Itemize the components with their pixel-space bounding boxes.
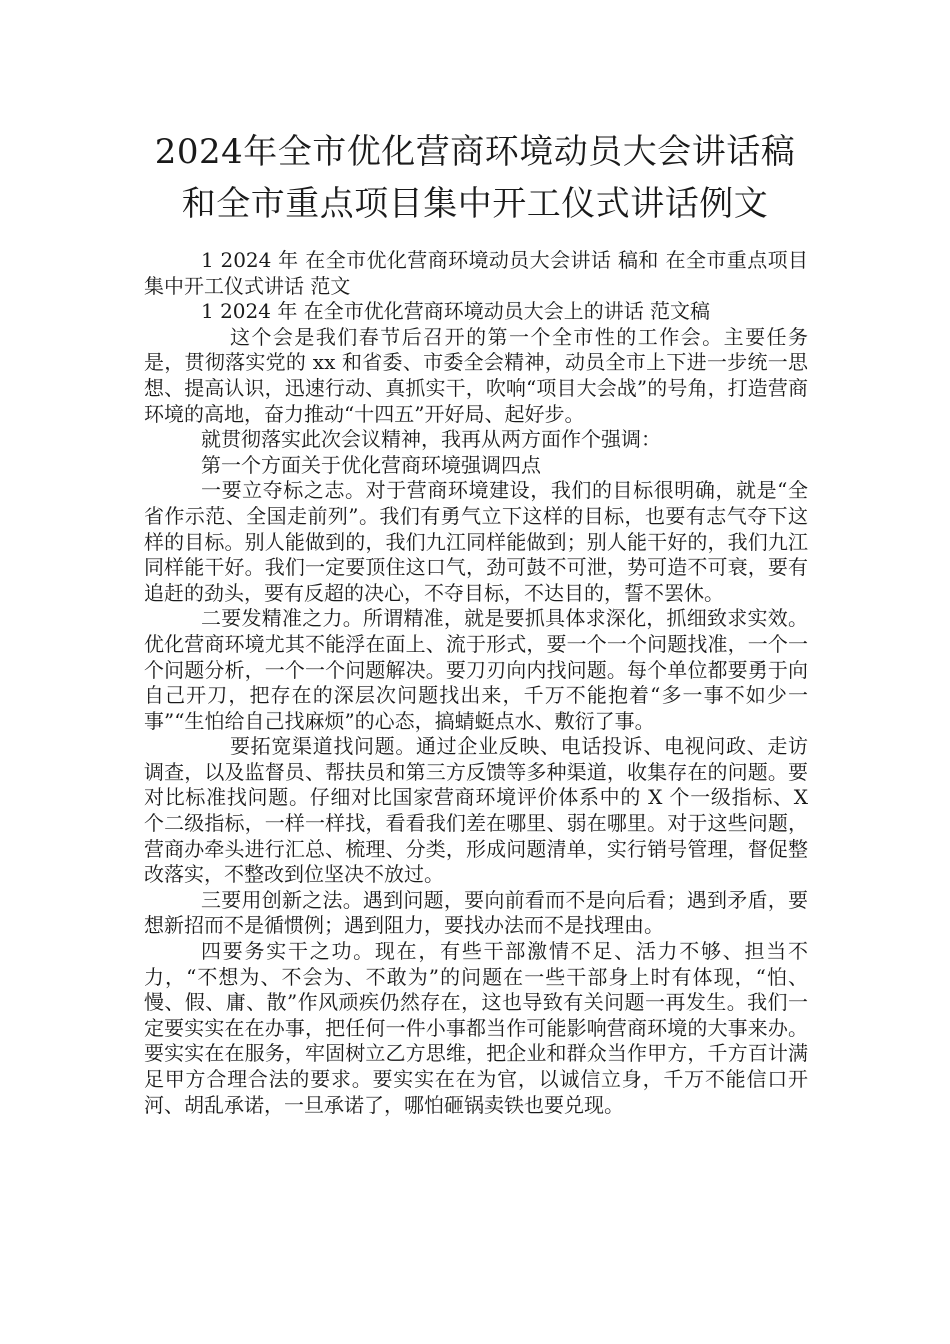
paragraph: 三要用创新之法。遇到问题，要向前看而不是向后看；遇到矛盾，要想新招而不是循惯例；遇到阻力，要找办法而不是找理由。 [144,887,808,938]
paragraph: 要拓宽渠道找问题。通过企业反映、电话投诉、电视问政、走访调查，以及监督员、帮扶员和第三方反馈等多种渠道，收集存在的问题。要对比标准找问题。仔细对比国家营商环境评价体系中的 X 个一级指标、X 个二级指标，一样一样找，看看我们差在哪里、弱在哪里。对于这些问题，营商办牵头进行汇总、梳理、分类，形成问题清单，实行销号管理，督促整改落实，不整改到位坚决不放过。 [144,734,808,887]
section-heading: 第一个方面关于优化营商环境强调四点 [201,452,541,477]
document-body [144,248,808,1118]
paragraph: 一要立夺标之志。对于营商环境建设，我们的目标很明确，就是“全省作示范、全国走前列”。我们有勇气立下这样的目标，也要有志气夺下这样的目标。别人能做到的，我们九江同样能做到；别人能干好的，我们九江同样能干好。我们一定要顶住这口气，劲可鼓不可泄，势可造不可衰，要有追赶的劲头，要有反超的决心，不夺目标，不达目的，誓不罢休。 [144,478,808,605]
paragraph: 四要务实干之功。现在，有些干部激情不足、活力不够、担当不力，“不想为、不会为、不敢为”的问题在一些干部身上时有体现，“怕、慢、假、庸、散”作风顽疾仍然存在，这也导致有关问题一再发生。我们一定要实实在在办事，把任何一件小事都当作可能影响营商环境的大事来办。要实实在在服务，牢固树立乙方思维，把企业和群众当作甲方，千方百计满足甲方合理合法的要求。要实实在在为官，以诚信立身，千万不能信口开河、胡乱承诺，一旦承诺了，哪怕砸锅卖铁也要兑现。 [144,939,808,1117]
paragraph: 二要发精准之力。所谓精准，就是要抓具体求深化，抓细致求实效。优化营商环境尤其不能浮在面上、流于形式，要一个一个问题找准，一个一个问题分析，一个一个问题解决。要刀刃向内找问题。每个单位都要勇于向自己开刀，把存在的深层次问题找出来，千万不能抱着“多一事不如少一事”“生怕给自己找麻烦”的心态，搞蜻蜓点水、敷衍了事。 [144,606,808,733]
title-line-2: 和全市重点项目集中开工仪式讲话例文 [181,184,769,224]
paragraph: 这个会是我们春节后召开的第一个全市性的工作会。主要任务是，贯彻落实党的 xx 和省委、市委全会精神，动员全市上下进一步统一思想、提高认识，迅速行动、真抓实干，吹响“项目大会战”的号角，打造营商环境的高地，奋力推动“十四五”开好局、起好步。 [144,324,808,426]
paragraph: 就贯彻落实此次会议精神，我再从两方面作个强调： [201,427,661,452]
paragraph-heading-2: 1 2024 年 在全市优化营商环境动员大会上的讲话 范文稿 [201,299,711,324]
title-line-1: 2024年全市优化营商环境动员大会讲话稿 [154,132,796,172]
paragraph-heading-1: 1 2024 年 在全市优化营商环境动员大会讲话 稿和 在全市重点项目集中开工仪式讲话 范文 [144,248,808,298]
document-title [100,126,850,230]
